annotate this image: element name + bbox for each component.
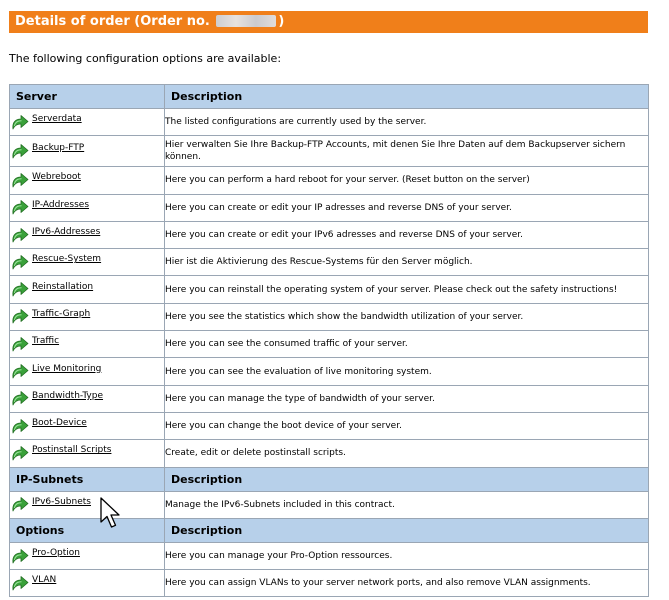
option-cell — [10, 249, 165, 276]
green-arrow-icon[interactable] — [10, 227, 29, 244]
green-arrow-icon[interactable] — [10, 336, 29, 353]
option-link-rescue-system[interactable]: Rescue-System — [32, 254, 102, 265]
option-link-live-monitoring[interactable]: Live Monitoring — [32, 363, 102, 374]
option-cell — [10, 167, 165, 194]
green-arrow-icon[interactable] — [10, 172, 29, 189]
option-cell — [10, 109, 165, 136]
green-arrow-icon[interactable] — [10, 114, 29, 131]
description-column-header: Description — [165, 85, 649, 109]
description-column-header: Description — [165, 467, 649, 491]
description-column-header: Description — [165, 518, 649, 542]
table-row — [10, 167, 649, 194]
green-arrow-icon[interactable] — [10, 548, 29, 565]
option-cell — [10, 221, 165, 248]
option-cell — [10, 542, 165, 569]
table-row — [10, 303, 649, 330]
option-description: Manage the IPv6-Subnets included in this contract. — [165, 491, 649, 518]
option-cell — [10, 491, 165, 518]
order-title-prefix: Details of order (Order no. — [15, 14, 215, 29]
green-arrow-icon[interactable] — [10, 445, 29, 462]
green-arrow-icon[interactable] — [10, 363, 29, 380]
table-row — [10, 276, 649, 303]
green-arrow-icon[interactable] — [10, 254, 29, 271]
option-cell — [10, 303, 165, 330]
option-description: Here you see the statistics which show the bandwidth utilization of your server. — [165, 303, 649, 330]
mouse-pointer-icon — [100, 497, 122, 531]
option-link-serverdata[interactable]: Serverdata — [32, 114, 82, 125]
option-cell — [10, 136, 165, 167]
section-header-server — [10, 85, 649, 109]
option-description: Here you can manage your Pro-Option ressources. — [165, 542, 649, 569]
option-cell — [10, 358, 165, 385]
option-cell — [10, 570, 165, 597]
option-link-boot-device[interactable]: Boot-Device — [32, 418, 87, 429]
table-row — [10, 194, 649, 221]
table-row — [10, 385, 649, 412]
option-description: Here you can see the consumed traffic of your server. — [165, 331, 649, 358]
order-title-suffix: ) — [278, 14, 285, 29]
section-title: Server — [10, 85, 165, 109]
option-description: Here you can see the evaluation of live monitoring system. — [165, 358, 649, 385]
option-description: Here you can create or edit your IP adresses and reverse DNS of your server. — [165, 194, 649, 221]
option-cell — [10, 440, 165, 467]
option-description: Create, edit or delete postinstall scripts. — [165, 440, 649, 467]
option-description: Here you can manage the type of bandwidth of your server. — [165, 385, 649, 412]
option-link-postinstall-scripts[interactable]: Postinstall Scripts — [32, 445, 112, 456]
option-link-reinstallation[interactable]: Reinstallation — [32, 281, 94, 292]
green-arrow-icon[interactable] — [10, 308, 29, 325]
option-cell — [10, 276, 165, 303]
table-row — [10, 440, 649, 467]
option-description: Here you can change the boot device of your server. — [165, 412, 649, 439]
table-row — [10, 221, 649, 248]
option-link-ipv6-subnets[interactable]: IPv6-Subnets — [32, 496, 91, 507]
option-description: Here you can assign VLANs to your server network ports, and also remove VLAN assignments. — [165, 570, 649, 597]
option-link-bandwidth-type[interactable]: Bandwidth-Type — [32, 390, 104, 401]
green-arrow-icon[interactable] — [10, 575, 29, 592]
order-title-bar — [9, 11, 648, 33]
green-arrow-icon[interactable] — [10, 418, 29, 435]
intro-text: The following configuration options are available: — [9, 52, 282, 65]
table-row — [10, 358, 649, 385]
option-description: Hier ist die Aktivierung des Rescue-Systems für den Server möglich. — [165, 249, 649, 276]
option-link-traffic-graph[interactable]: Traffic-Graph — [32, 308, 91, 319]
table-row — [10, 570, 649, 597]
option-description: Here you can reinstall the operating system of your server. Please check out the safety instructions! — [165, 276, 649, 303]
option-link-pro-option[interactable]: Pro-Option — [32, 548, 80, 558]
section-header-ip-subnets — [10, 467, 649, 491]
table-row — [10, 249, 649, 276]
green-arrow-icon[interactable] — [10, 390, 29, 407]
table-row — [10, 331, 649, 358]
option-cell — [10, 412, 165, 439]
option-description: Hier verwalten Sie Ihre Backup-FTP Accounts, mit denen Sie Ihre Daten auf dem Backupserver sichern können. — [165, 136, 649, 167]
option-description: Here you can perform a hard reboot for your server. (Reset button on the server) — [165, 167, 649, 194]
table-row — [10, 412, 649, 439]
option-cell — [10, 385, 165, 412]
green-arrow-icon[interactable] — [10, 143, 29, 160]
green-arrow-icon[interactable] — [10, 496, 29, 513]
option-link-vlan[interactable]: VLAN — [32, 575, 57, 586]
table-row — [10, 109, 649, 136]
option-link-ip-addresses[interactable]: IP-Addresses — [32, 199, 90, 210]
section-title: Options — [10, 518, 165, 542]
option-link-ipv6-addresses[interactable]: IPv6-Addresses — [32, 227, 101, 238]
green-arrow-icon[interactable] — [10, 281, 29, 298]
option-link-backup-ftp[interactable]: Backup-FTP — [32, 143, 85, 154]
option-link-traffic[interactable]: Traffic — [32, 336, 60, 347]
option-description: Here you can create or edit your IPv6 adresses and reverse DNS of your server. — [165, 221, 649, 248]
table-row — [10, 136, 649, 167]
redacted-order-number — [216, 15, 276, 27]
option-cell — [10, 194, 165, 221]
option-description: The listed configurations are currently used by the server. — [165, 109, 649, 136]
section-title: IP-Subnets — [10, 467, 165, 491]
table-row — [10, 542, 649, 569]
option-link-webreboot[interactable]: Webreboot — [32, 172, 81, 183]
option-cell — [10, 331, 165, 358]
green-arrow-icon[interactable] — [10, 199, 29, 216]
